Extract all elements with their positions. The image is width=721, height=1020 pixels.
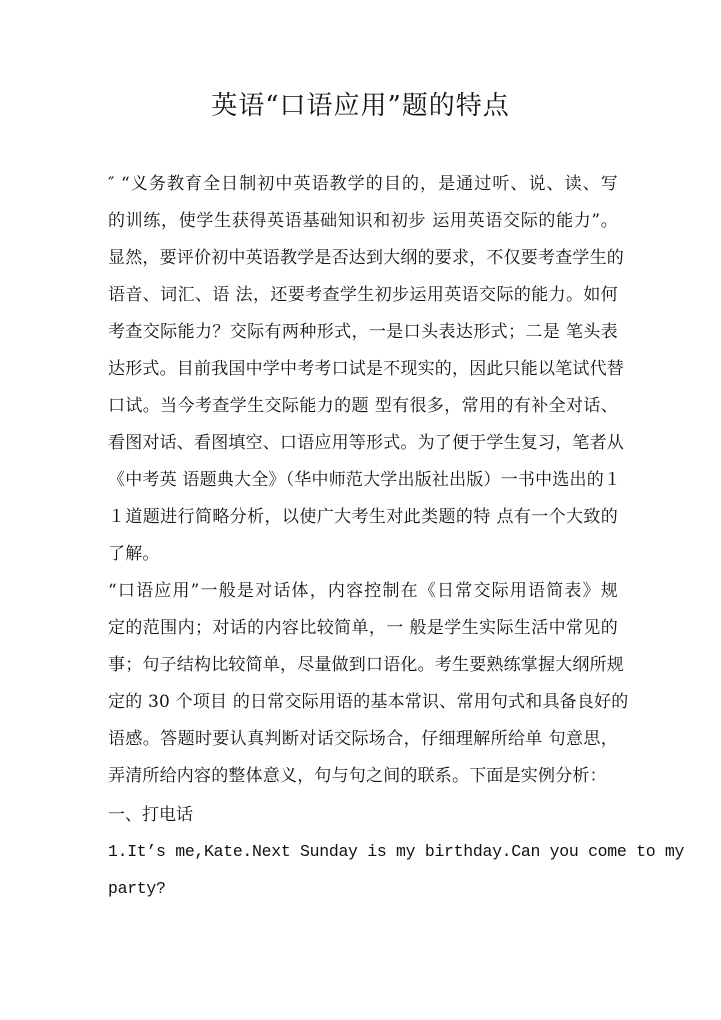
text-line: １道题进行简略分析，以使广大考生对此类题的特 点有一个大致的	[108, 507, 618, 527]
text-line: 考查交际能力？交际有两种形式，一是口头表达形式；二是 笔头表	[108, 322, 618, 342]
text-line: 了解。	[108, 544, 160, 564]
text-line: 的训练，使学生获得英语基础知识和初步 运用英语交际的能力”。	[108, 211, 618, 231]
section-heading: 一、打电话	[108, 805, 193, 825]
text-line: 定的 30 个项目 的日常交际用语的基本常识、常用句式和具备良好的	[108, 692, 629, 712]
text-line: 1.It’s me,Kate.Next Sunday is my birthday.Can you come to my	[108, 842, 685, 861]
text-line: 弄清所给内容的整体意义，句与句之间的联系。下面是实例分析：	[108, 766, 607, 786]
text-line: 《中考英 语题典大全》（华中师范大学出版社出版）一书中选出的１	[108, 470, 622, 490]
text-line: 定的范围内；对话的内容比较简单，一 般是学生实际生活中常见的	[108, 618, 618, 638]
text-line: party?	[108, 879, 166, 898]
document-title: 英语“口语应用”题的特点	[211, 91, 510, 121]
text-line: 显然，要评价初中英语教学是否达到大纲的要求，不仅要考查学生的	[108, 248, 624, 268]
text-line: 口试。当今考查学生交际能力的题 型有很多，常用的有补全对话、	[108, 396, 618, 416]
text-line: 语音、词汇、语 法，还要考查学生初步运用英语交际的能力。如何	[108, 285, 618, 305]
text-line: 达形式。目前我国中学中考考口试是不现实的，因此只能以笔试代替	[108, 359, 624, 379]
text-line: 看图对话、看图填空、口语应用等形式。为了便于学生复习，笔者从	[108, 433, 624, 453]
text-line: 语感。答题时要认真判断对话交际场合，仔细理解所给单 句意思，	[108, 729, 618, 749]
text-line: ″ “义务教育全日制初中英语教学的目的，是通过听、说、读、写	[108, 174, 618, 194]
text-line: 事；句子结构比较简单，尽量做到口语化。考生要熟练掌握大纲所规	[108, 655, 624, 675]
text-line: “口语应用”一般是对话体，内容控制在《日常交际用语简表》规	[108, 581, 618, 601]
